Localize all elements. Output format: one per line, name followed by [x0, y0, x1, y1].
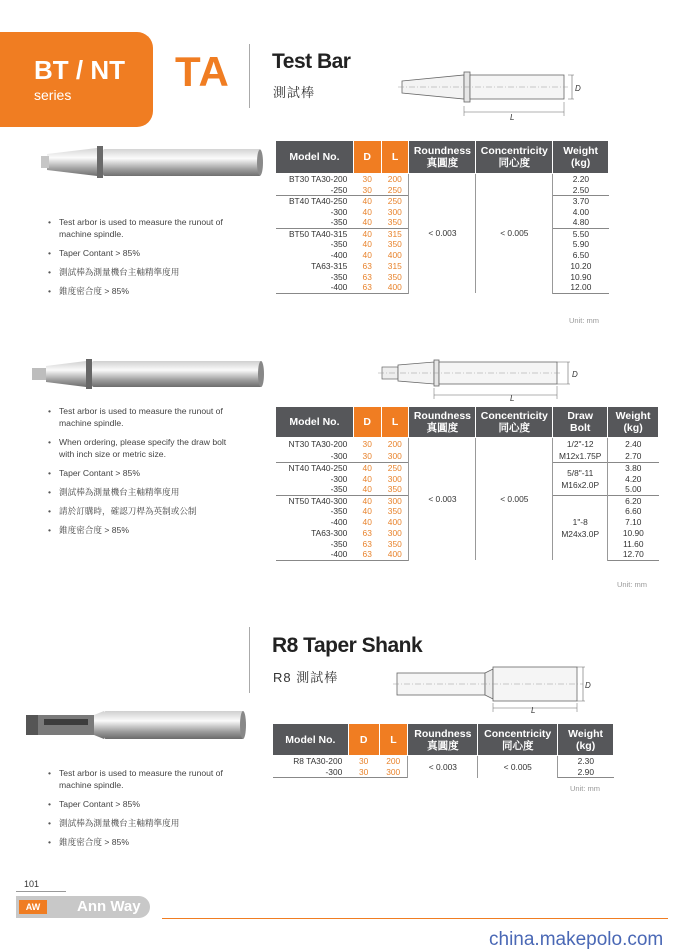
table-row: -400 40 400 6.50: [330, 250, 590, 261]
col-weight: Weight (kg): [558, 724, 614, 756]
table-row: NT40 TA40-250 40 250 5/8"-11 M16x2.0P 3.80: [276, 463, 659, 474]
roundness-value: < 0.003: [409, 174, 476, 294]
bullet: • Test arbor is used to measure the runout of machine spindle.: [48, 767, 238, 791]
section3-dimension-diagram: [393, 662, 603, 714]
col-l: L: [379, 724, 408, 756]
watermark: china.makepolo.com: [489, 929, 664, 950]
section2-test-bar-image: [30, 353, 268, 395]
col-concentricity: Concentricity 同心度: [476, 141, 553, 174]
col-roundness: Roundness 真圓度: [408, 724, 478, 756]
table-row: -350 40 350 6.60: [330, 506, 642, 517]
section1-d-label: D: [575, 84, 581, 93]
section2-l-label: L: [510, 394, 515, 403]
bullet: • 請於訂購時，確認刀桿為英制或公制: [48, 505, 238, 517]
section2-d-label: D: [572, 370, 578, 379]
section3-subtitle: R8 測試棒: [273, 670, 339, 685]
col-d: D: [348, 724, 379, 756]
header-divider: [249, 44, 250, 108]
col-d: D: [353, 407, 381, 438]
table-row: NT30 TA30-200 30 200 < 0.003 < 0.005 1/2"-12 M12x1.75P 2.40: [276, 438, 659, 451]
table-row: -300 30 300 2.70: [330, 450, 642, 461]
bullet: • 錐度密合度 > 85%: [48, 836, 238, 848]
footer-divider: [16, 891, 66, 892]
col-draw-bolt: Draw Bolt: [553, 407, 608, 438]
section3-bullets: [48, 767, 238, 855]
footer-rule: [162, 918, 668, 919]
table-row: -350 63 350 10.90: [330, 271, 592, 282]
product-code: TA: [175, 48, 230, 95]
section1-l-label: L: [510, 113, 515, 122]
brand-name: Ann Way: [77, 898, 141, 915]
concentricity-value: < 0.005: [476, 438, 553, 561]
col-model: Model No.: [276, 407, 354, 438]
table-row: -350 40 350 4.80: [330, 217, 590, 228]
bullet: • When ordering, please specify the draw bolt with inch size or metric size.: [48, 436, 238, 460]
table-row: TA63-300 63 300 10.90: [311, 528, 644, 539]
bullet: • Taper Contant > 85%: [48, 247, 238, 259]
table-row: -350 40 350 5.90: [330, 239, 590, 250]
table-row: -400 63 400 12.00: [276, 282, 609, 293]
col-model: Model No.: [273, 724, 349, 756]
draw-bolt-value: 1/2"-12 M12x1.75P: [553, 438, 608, 463]
table-row: -300 30 300 2.90: [273, 767, 614, 778]
series-subtitle: series: [34, 87, 72, 103]
col-l: L: [381, 407, 409, 438]
section1-title: Test Bar: [272, 50, 351, 73]
bullet: • 錐度密合度 > 85%: [48, 524, 238, 536]
draw-bolt-value: 1"-8 M24x3.0P: [553, 495, 608, 560]
table-row: -250 30 250 2.50: [330, 184, 590, 195]
table-row: BT40 TA40-250 40 250 3.70: [276, 196, 609, 207]
bullet: • 測試棒為測量機台主軸精準度用: [48, 817, 238, 829]
draw-bolt-value: 5/8"-11 M16x2.0P: [553, 463, 608, 496]
section3-unit: Unit: mm: [570, 784, 600, 793]
section1-test-bar-image: [37, 138, 265, 186]
section2-dimension-diagram: [376, 355, 596, 403]
bullet: • 錐度密合度 > 85%: [48, 285, 238, 297]
bullet: • Taper Contant > 85%: [48, 798, 238, 810]
section2-bullets: [48, 405, 238, 543]
table-row: TA63-315 63 315 10.20: [311, 261, 592, 272]
section3-spec-table: [272, 723, 614, 778]
section2-spec-table: [275, 406, 659, 561]
table-row: -400 63 400 12.70: [276, 549, 659, 560]
table-row: -350 63 350 11.60: [330, 538, 644, 549]
brand-logo: AW: [19, 900, 47, 914]
table-row: -300 40 300 4.20: [330, 473, 642, 484]
section1-unit: Unit: mm: [569, 316, 599, 325]
table-row: -300 40 300 4.00: [330, 206, 590, 217]
bullet: • 測試棒為測量機台主軸精準度用: [48, 486, 238, 498]
table-row: -400 40 400 7.10: [330, 517, 642, 528]
section1-spec-table: [275, 140, 609, 294]
col-model: Model No.: [276, 141, 354, 174]
table-row: BT50 TA40-315 40 315 5.50: [276, 228, 609, 239]
section1-bullets: [48, 216, 238, 304]
bullet: • 測試棒為測量機台主軸精準度用: [48, 266, 238, 278]
col-weight: Weight (kg): [608, 407, 659, 438]
roundness-value: < 0.003: [409, 438, 476, 561]
section2-unit: Unit: mm: [617, 580, 647, 589]
col-weight: Weight (kg): [553, 141, 609, 174]
table-row: R8 TA30-200 30 200 < 0.003 < 0.005 2.30: [273, 756, 614, 767]
table-row: NT50 TA40-300 40 300 1"-8 M24x3.0P 6.20: [276, 495, 659, 506]
series-title: BT / NT: [34, 55, 125, 85]
section3-title: R8 Taper Shank: [272, 634, 423, 657]
bullet: • Test arbor is used to measure the runout of machine spindle.: [48, 216, 238, 240]
page-number: 101: [24, 879, 40, 889]
roundness-value: < 0.003: [408, 756, 478, 778]
section3-taper-shank-image: [24, 704, 252, 746]
bullet: • Taper Contant > 85%: [48, 467, 238, 479]
col-roundness: Roundness 真圓度: [409, 407, 476, 438]
section3-l-label: L: [531, 706, 536, 714]
concentricity-value: < 0.005: [476, 174, 553, 294]
col-l: L: [381, 141, 409, 174]
section3-divider: [249, 627, 250, 693]
bullet: • Test arbor is used to measure the runout of machine spindle.: [48, 405, 238, 429]
col-roundness: Roundness 真圓度: [409, 141, 476, 174]
section3-d-label: D: [585, 681, 591, 690]
col-concentricity: Concentricity 同心度: [476, 407, 553, 438]
col-concentricity: Concentricity 同心度: [478, 724, 558, 756]
concentricity-value: < 0.005: [478, 756, 558, 778]
col-d: D: [353, 141, 381, 174]
section1-subtitle: 測試棒: [273, 85, 316, 100]
table-row: -350 40 350 5.00: [330, 484, 642, 495]
section1-dimension-diagram: [396, 66, 596, 122]
table-row: BT30 TA30-200 30 200 < 0.003 < 0.005 2.20: [276, 174, 609, 185]
